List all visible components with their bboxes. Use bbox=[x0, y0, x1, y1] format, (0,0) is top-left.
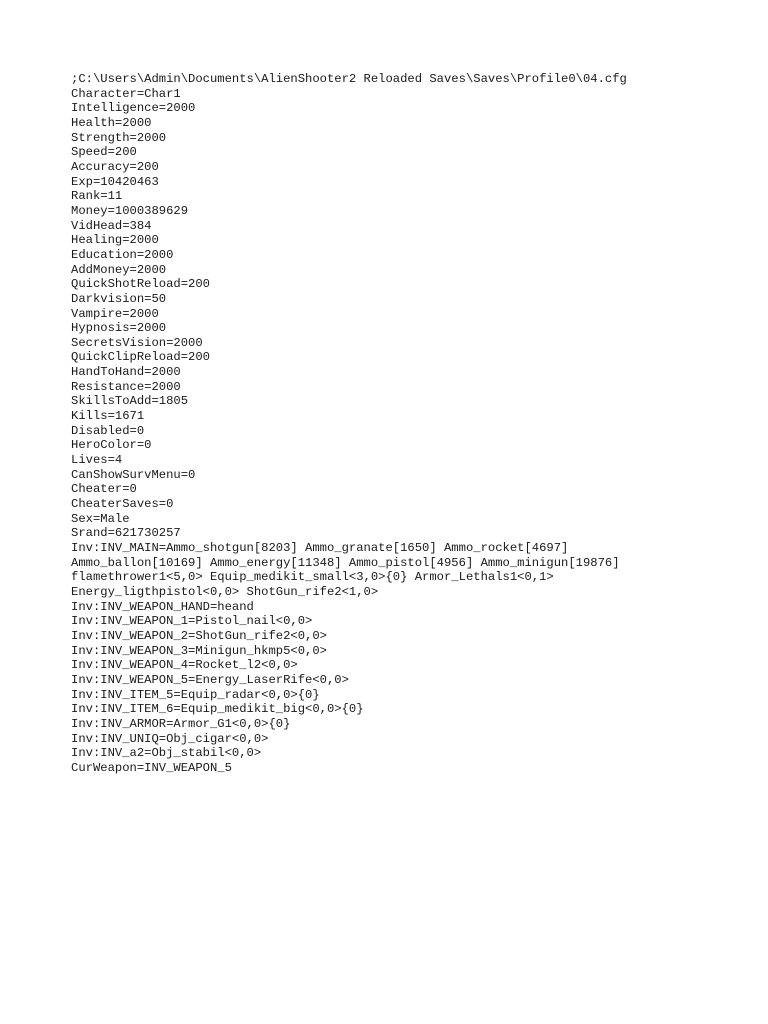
config-line-quickshotreload: QuickShotReload=200 bbox=[71, 277, 210, 292]
config-line-inv-main-cont-3: Energy_ligthpistol<0,0> ShotGun_rife2<1,0> bbox=[71, 584, 379, 599]
config-line-inv-item-6: Inv:INV_ITEM_6=Equip_medikit_big<0,0>{0} bbox=[71, 702, 364, 717]
config-line-accuracy: Accuracy=200 bbox=[71, 159, 159, 174]
config-line-healing: Healing=2000 bbox=[71, 233, 159, 248]
config-line-inv-uniq: Inv:INV_UNIQ=Obj_cigar<0,0> bbox=[71, 731, 269, 746]
config-line-inv-weapon-3: Inv:INV_WEAPON_3=Minigun_hkmp5<0,0> bbox=[71, 643, 327, 658]
config-line-money: Money=1000389629 bbox=[71, 203, 189, 218]
config-line-lives: Lives=4 bbox=[71, 453, 123, 468]
config-line-cheatersaves: CheaterSaves=0 bbox=[71, 497, 174, 512]
config-line-inv-main: Inv:INV_MAIN=Ammo_shotgun[8203] Ammo_granate[1650] Ammo_rocket[4697] bbox=[71, 541, 569, 555]
config-line-handtohand: HandToHand=2000 bbox=[71, 365, 181, 380]
file-path-comment: ;C:\Users\Admin\Documents\AlienShooter2 Reloaded Saves\Saves\Profile0\04.cfg bbox=[71, 72, 627, 86]
config-line-vidhead: VidHead=384 bbox=[71, 218, 152, 233]
config-line-character: Character=Char1 bbox=[71, 86, 181, 101]
config-line-inv-armor: Inv:INV_ARMOR=Armor_G1<0,0>{0} bbox=[71, 716, 291, 731]
config-line-inv-main-cont-2: flamethrower1<5,0> Equip_medikit_small<3,0>{0} Armor_Lethals1<0,1> bbox=[71, 570, 554, 585]
config-line-education: Education=2000 bbox=[71, 247, 174, 262]
config-line-secretsvision: SecretsVision=2000 bbox=[71, 335, 203, 350]
config-line-srand: Srand=621730257 bbox=[71, 526, 181, 541]
config-line-cheater: Cheater=0 bbox=[71, 482, 137, 497]
config-line-inv-a2: Inv:INV_a2=Obj_stabil<0,0> bbox=[71, 746, 262, 761]
config-line-vampire: Vampire=2000 bbox=[71, 306, 159, 321]
config-line-herocolor: HeroColor=0 bbox=[71, 438, 152, 453]
config-line-inv-item-5: Inv:INV_ITEM_5=Equip_radar<0,0>{0} bbox=[71, 687, 320, 702]
config-line-curweapon: CurWeapon=INV_WEAPON_5 bbox=[71, 760, 232, 775]
config-line-sex: Sex=Male bbox=[71, 511, 130, 526]
config-line-rank: Rank=11 bbox=[71, 189, 123, 204]
config-line-strength: Strength=2000 bbox=[71, 130, 167, 145]
config-line-inv-weapon-5: Inv:INV_WEAPON_5=Energy_LaserRife<0,0> bbox=[71, 672, 349, 687]
config-line-addmoney: AddMoney=2000 bbox=[71, 262, 167, 277]
config-line-darkvision: Darkvision=50 bbox=[71, 291, 167, 306]
config-line-hypnosis: Hypnosis=2000 bbox=[71, 321, 167, 336]
config-line-health: Health=2000 bbox=[71, 115, 152, 130]
config-line-intelligence: Intelligence=2000 bbox=[71, 101, 196, 116]
config-line-inv-weapon-1: Inv:INV_WEAPON_1=Pistol_nail<0,0> bbox=[71, 614, 313, 629]
config-line-skillstoadd: SkillsToAdd=1805 bbox=[71, 394, 189, 409]
config-text-page bbox=[71, 72, 751, 776]
config-line-quickclipreload: QuickClipReload=200 bbox=[71, 350, 210, 365]
config-line-canshowsurvmenu: CanShowSurvMenu=0 bbox=[71, 467, 196, 482]
config-line-inv-weapon-hand: Inv:INV_WEAPON_HAND=heand bbox=[71, 599, 254, 614]
config-line-inv-weapon-4: Inv:INV_WEAPON_4=Rocket_l2<0,0> bbox=[71, 658, 298, 673]
config-line-speed: Speed=200 bbox=[71, 145, 137, 160]
config-line-kills: Kills=1671 bbox=[71, 409, 145, 424]
config-line-exp: Exp=10420463 bbox=[71, 174, 159, 189]
config-line-disabled: Disabled=0 bbox=[71, 423, 145, 438]
config-line-inv-main-cont-1: Ammo_ballon[10169] Ammo_energy[11348] Ammo_pistol[4956] Ammo_minigun[19876] bbox=[71, 555, 620, 570]
config-line-inv-weapon-2: Inv:INV_WEAPON_2=ShotGun_rife2<0,0> bbox=[71, 628, 327, 643]
config-line-resistance: Resistance=2000 bbox=[71, 379, 181, 394]
